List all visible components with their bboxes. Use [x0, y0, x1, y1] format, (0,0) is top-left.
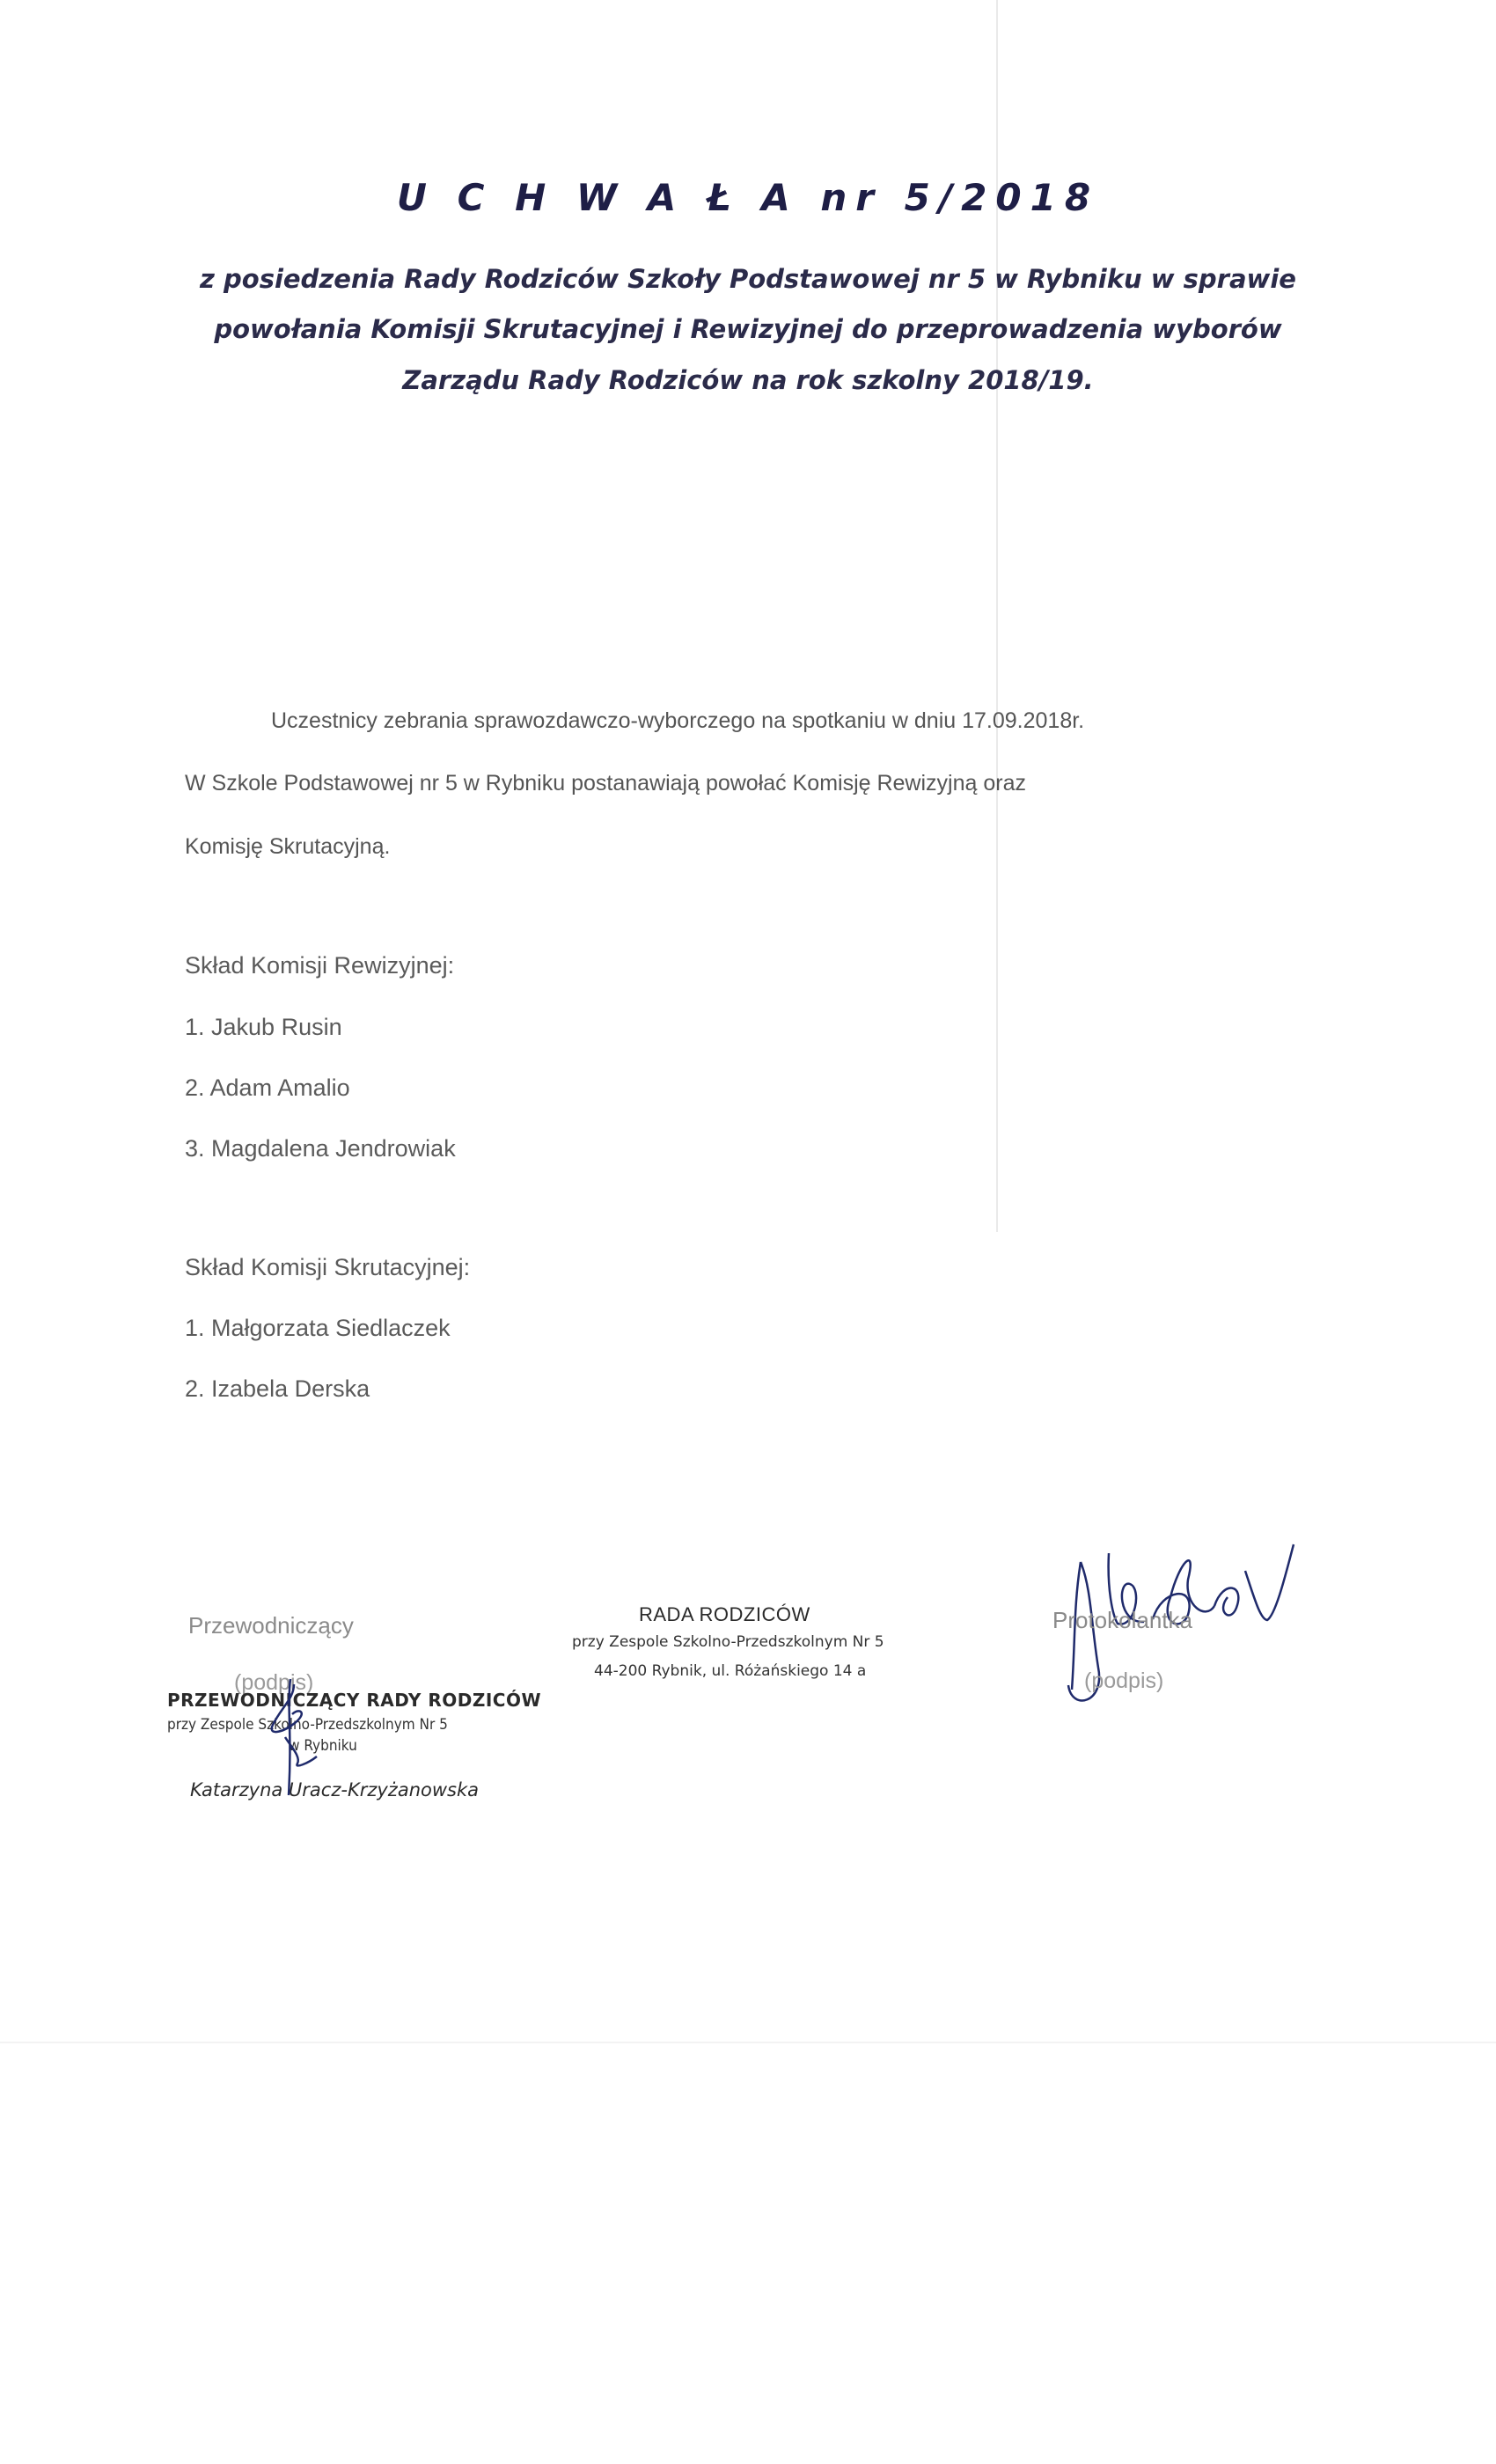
audit-committee-heading: Skład Komisji Rewizyjnej:: [185, 952, 455, 979]
audit-member-2: 2. Adam Amalio: [185, 1074, 350, 1101]
scan-bottom-edge: [0, 2042, 1496, 2043]
counting-committee-heading: Skład Komisji Skrutacyjnej:: [185, 1254, 471, 1280]
council-stamp-line-2: 44-200 Rybnik, ul. Różańskiego 14 a: [594, 1662, 867, 1680]
secretary-label: Protokolantka: [1052, 1607, 1192, 1633]
body-line-1: Uczestnicy zebrania sprawozdawczo-wyborczego na spotkaniu w dniu 17.09.2018r.: [271, 708, 1085, 733]
council-stamp-line-1: przy Zespole Szkolno-Przedszkolnym Nr 5: [572, 1633, 884, 1651]
counting-member-2: 2. Izabela Derska: [185, 1375, 370, 1402]
audit-member-1: 1. Jakub Rusin: [185, 1014, 342, 1040]
chair-stamp-heading: PRZEWODNICZĄCY RADY RODZICÓW: [167, 1690, 542, 1711]
body-line-2: W Szkole Podstawowej nr 5 w Rybniku postanawiają powołać Komisję Rewizyjną oraz: [185, 771, 1026, 796]
audit-member-3: 3. Magdalena Jendrowiak: [185, 1135, 456, 1162]
resolution-title: U C H W A Ł A nr 5/2018: [396, 176, 1100, 219]
council-stamp-heading: RADA RODZICÓW: [639, 1603, 810, 1625]
chair-stamp-line-1: przy Zespole Szkolno-Przedszkolnym Nr 5: [167, 1716, 448, 1734]
subtitle-line-3: Zarządu Rady Rodziców na rok szkolny 2018/19.: [402, 365, 1094, 395]
secretary-signature-hint: (podpis): [1084, 1668, 1164, 1693]
subtitle-line-1: z posiedzenia Rady Rodziców Szkoły Podstawowej nr 5 w Rybniku w sprawie: [200, 264, 1296, 294]
chair-signature-hint: (podpis): [234, 1670, 314, 1695]
chair-stamp-name: Katarzyna Uracz-Krzyżanowska: [190, 1779, 480, 1800]
chair-handwritten-signature: [255, 1672, 334, 1804]
subtitle-line-2: powołania Komisji Skrutacyjnej i Rewizyjnej do przeprowadzenia wyborów: [214, 314, 1282, 344]
counting-member-1: 1. Małgorzata Siedlaczek: [185, 1315, 451, 1341]
chair-stamp-line-2: w Rybniku: [289, 1737, 357, 1755]
chair-label: Przewodniczący: [188, 1612, 354, 1639]
body-line-3: Komisję Skrutacyjną.: [185, 834, 391, 859]
